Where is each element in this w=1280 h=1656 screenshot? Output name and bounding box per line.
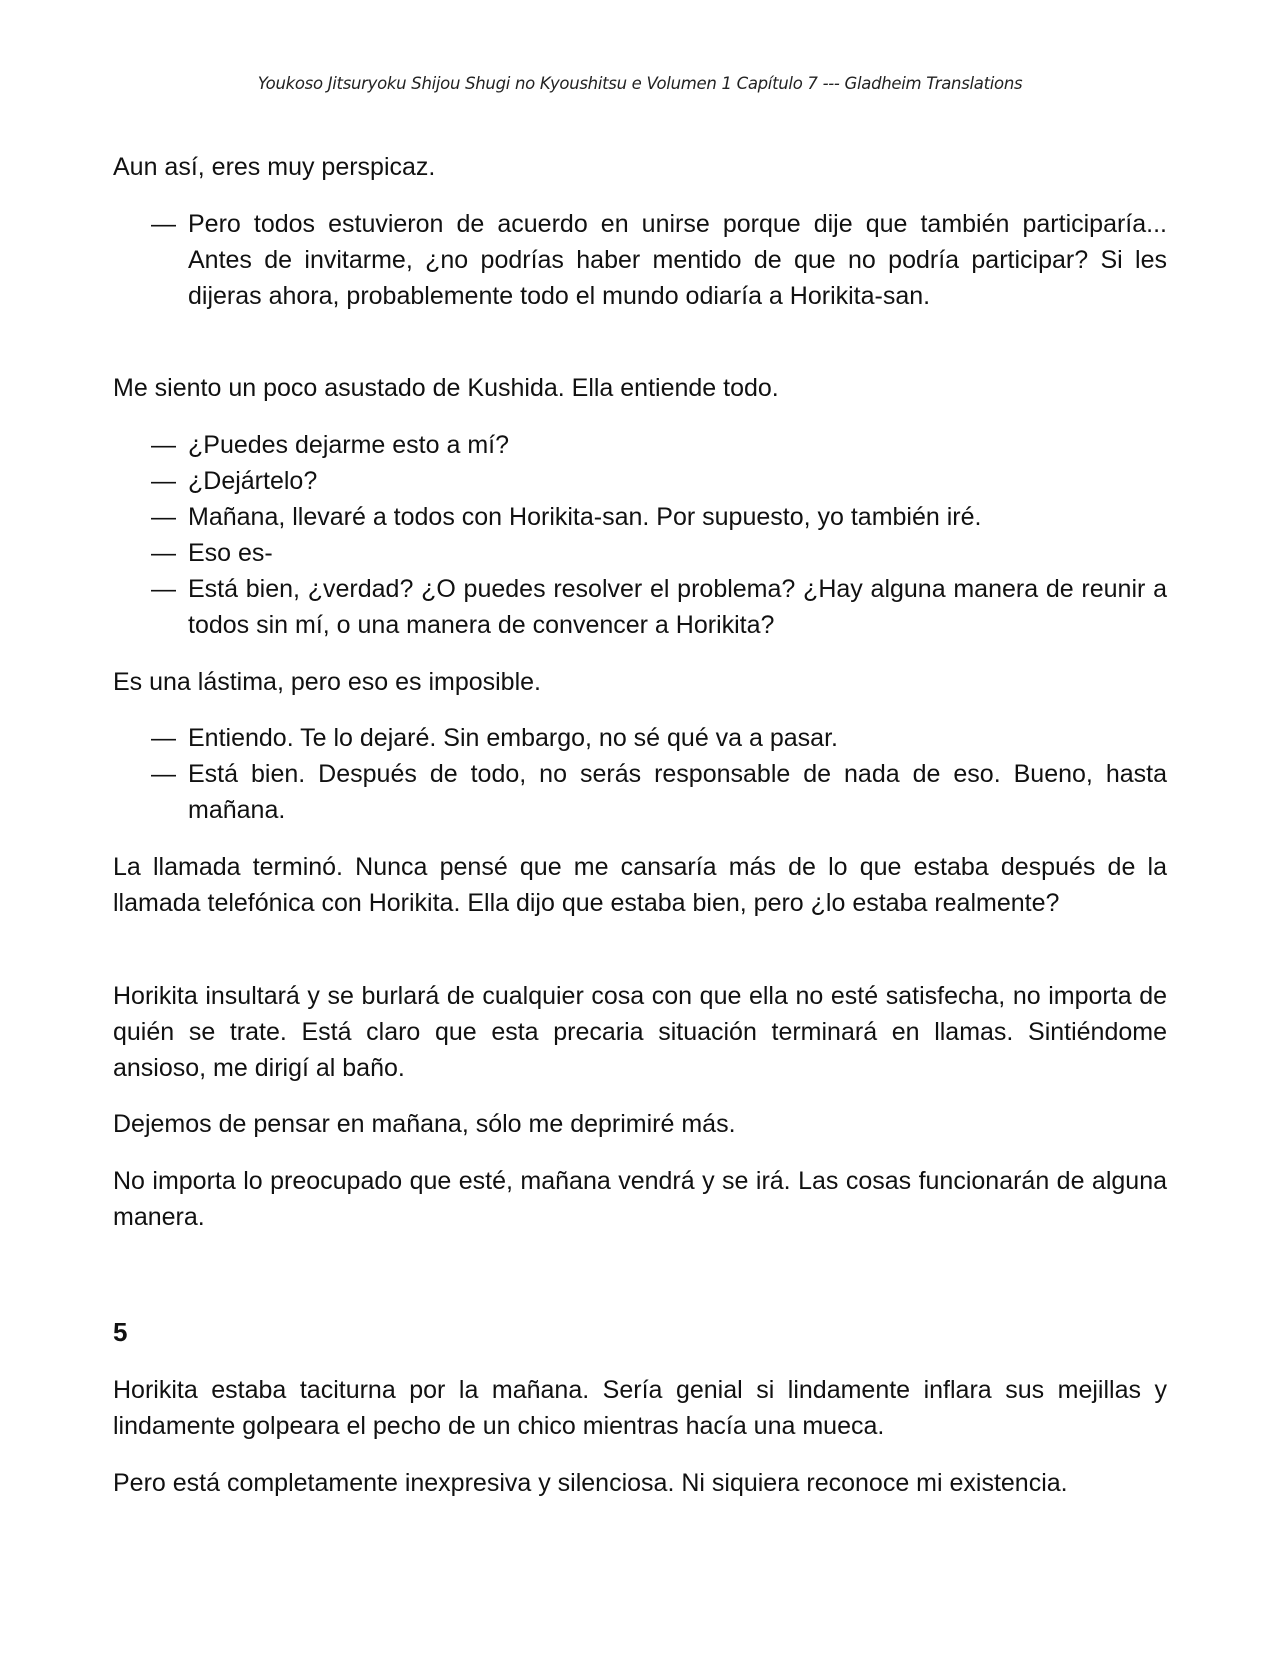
dialogue-text: Mañana, llevaré a todos con Horikita-san. Por supuesto, yo también iré. <box>188 503 982 531</box>
dialogue-line <box>151 756 1167 828</box>
paragraph: Dejemos de pensar en mañana, sólo me deprimiré más. <box>113 1110 736 1138</box>
paragraph: Aun así, eres muy perspicaz. <box>113 153 436 181</box>
paragraph: La llamada terminó. Nunca pensé que me cansaría más de lo que estaba después de la llamada telefónica con Horikita. Ella dijo que estaba bien, pero ¿lo estaba realmente? <box>113 853 1167 917</box>
dash: — <box>151 503 176 531</box>
dialogue-line <box>151 463 1167 499</box>
dialogue-line <box>151 535 1167 571</box>
dash: — <box>151 431 176 459</box>
dialogue-text: Está bien, ¿verdad? ¿O puedes resolver el problema? ¿Hay alguna manera de reunir a todos sin mí, o una manera de convencer a Horikita? <box>188 575 1167 639</box>
dash: — <box>151 760 176 788</box>
dash: — <box>151 210 176 238</box>
dash: — <box>151 724 176 752</box>
paragraph: No importa lo preocupado que esté, mañana vendrá y se irá. Las cosas funcionarán de alguna manera. <box>113 1167 1167 1231</box>
dash: — <box>151 575 176 603</box>
dialogue-list <box>151 720 1167 828</box>
paragraph: Horikita insultará y se burlará de cualquier cosa con que ella no esté satisfecha, no importa de quién se trate. Está claro que esta precaria situación terminará en llamas. Sintiéndome ansioso, me dirigí al baño. <box>113 982 1167 1082</box>
dialogue-text: Está bien. Después de todo, no serás responsable de nada de eso. Bueno, hasta mañana. <box>188 760 1167 824</box>
dialogue-text: ¿Puedes dejarme esto a mí? <box>188 431 509 459</box>
dialogue-line <box>151 427 1167 463</box>
dialogue-text: Eso es- <box>188 539 273 567</box>
paragraph: Pero está completamente inexpresiva y silenciosa. Ni siquiera reconoce mi existencia. <box>113 1469 1068 1497</box>
dialogue-text: Pero todos estuvieron de acuerdo en unirse porque dije que también participaría... Antes de invitarme, ¿no podrías haber mentido de que no podría participar? Si les dijeras ahora, probablemente todo el mundo odiaría a Horikita-san. <box>188 210 1167 310</box>
dialogue-text: Entiendo. Te lo dejaré. Sin embargo, no sé qué va a pasar. <box>188 724 838 752</box>
dash: — <box>151 467 176 495</box>
dialogue-line <box>151 720 1167 756</box>
dash: — <box>151 539 176 567</box>
dialogue-text: ¿Dejártelo? <box>188 467 318 495</box>
dialogue-list <box>151 427 1167 643</box>
dialogue-line <box>151 206 1167 314</box>
dialogue-line <box>151 499 1167 535</box>
paragraph: Horikita estaba taciturna por la mañana. Sería genial si lindamente inflara sus mejillas y lindamente golpeara el pecho de un chico mientras hacía una mueca. <box>113 1376 1167 1440</box>
running-header: Youkoso Jitsuryoku Shijou Shugi no Kyoushitsu e Volumen 1 Capítulo 7 --- Gladheim Translations <box>257 74 1023 93</box>
paragraph: Me siento un poco asustado de Kushida. Ella entiende todo. <box>113 374 779 402</box>
dialogue-line <box>151 571 1167 643</box>
dialogue-list <box>151 206 1167 314</box>
paragraph: Es una lástima, pero eso es imposible. <box>113 668 541 696</box>
section-heading: 5 <box>113 1317 128 1347</box>
